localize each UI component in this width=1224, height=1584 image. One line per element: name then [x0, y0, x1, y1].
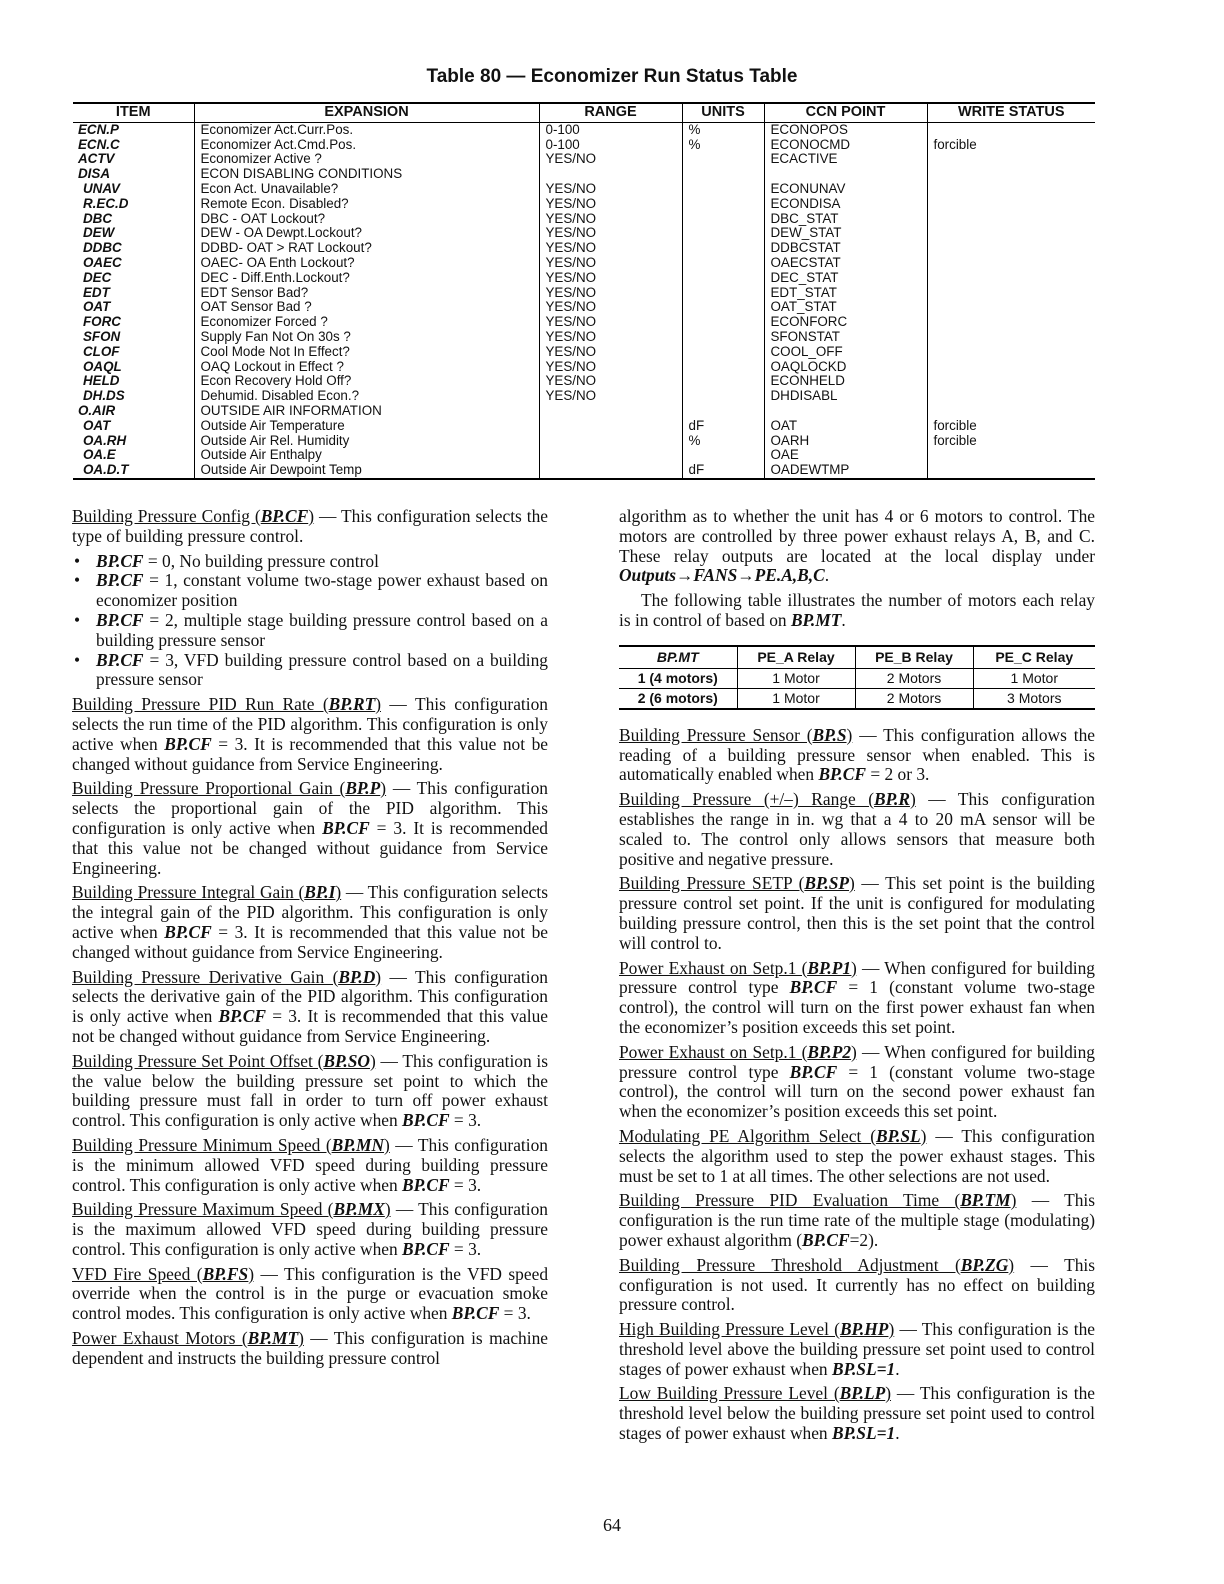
row-item: O.AIR	[78, 403, 116, 418]
para-bpso: Building Pressure Set Point Offset (BP.SO) — This configuration is the value below the building pressure set point to which the building pressure must fall in order to turn off power exhaust control. This configuration is only active when BP.CF = 3.	[72, 1050, 549, 1131]
row-units: dF	[682, 419, 764, 434]
row-expansion: Dehumid. Disabled Econ.?	[194, 389, 539, 404]
row-range	[539, 167, 682, 182]
row-range: YES/NO	[539, 345, 682, 360]
row-write-status	[927, 167, 1095, 182]
row-ccn-point: ECONUNAV	[764, 182, 927, 197]
para-bpmt-continued: algorithm as to whether the unit has 4 or 6 motors to control. The motors are controlled by three power exhaust relays A, B, and C. These relay outputs are located at the local display under Outputs→FANS→PE.A,B,C.	[619, 506, 1095, 586]
row-item: DISA	[78, 167, 110, 182]
row-range: YES/NO	[539, 152, 682, 167]
para-bphp: High Building Pressure Level (BP.HP) — This configuration is the threshold level above the building pressure set point used to control stages of power exhaust when BP.SL=1.	[619, 1319, 1095, 1379]
table-row	[73, 226, 1095, 241]
table-row	[73, 345, 1095, 360]
para-bpcf: Building Pressure Config (BP.CF) — This configuration selects the type of building pressure control.	[72, 506, 548, 546]
row-units	[682, 197, 764, 212]
row-ccn-point: OADEWTMP	[764, 463, 927, 479]
para-bpi: Building Pressure Integral Gain (BP.I) — This configuration selects the integral gain of the PID algorithm. This configuration is only active when BP.CF = 3. It is recommended that this value not be changed without guidance from Service Engineering.	[72, 882, 548, 962]
row-range: YES/NO	[539, 182, 682, 197]
row-expansion: Econ Recovery Hold Off?	[194, 374, 539, 389]
table-row	[73, 448, 1095, 463]
row-units	[682, 256, 764, 271]
table-row	[73, 419, 1095, 434]
row-ccn-point	[764, 404, 927, 419]
row-expansion: DEC - Diff.Enth.Lockout?	[194, 271, 539, 286]
row-expansion: Outside Air Temperature	[194, 419, 539, 434]
para-bpp2: Power Exhaust on Setp.1 (BP.P2) — When configured for building pressure control type BP.CF = 1 (constant volume two-stage control), the control will turn on the second power exhaust fan when the economizer’s position exceeds this set point.	[619, 1041, 1095, 1122]
para-bpd: Building Pressure Derivative Gain (BP.D) — This configuration selects the derivative gain of the PID algorithm. This configuration is only active when BP.CF = 3. It is recommended that this value not be changed without guidance from Service Engineering.	[72, 966, 548, 1046]
row-ccn-point: EDT_STAT	[764, 286, 927, 301]
row-expansion: Outside Air Dewpoint Temp	[194, 463, 539, 479]
row-range: YES/NO	[539, 330, 682, 345]
table-row	[73, 286, 1095, 301]
row-units	[682, 167, 764, 182]
table-row	[73, 330, 1095, 345]
table-row	[73, 300, 1095, 315]
para-bps: Building Pressure Sensor (BP.S) — This configuration allows the reading of a building pressure sensor when enabled. This is automatically enabled when BP.CF = 2 or 3.	[619, 724, 1095, 785]
row-expansion: OUTSIDE AIR INFORMATION	[194, 404, 539, 419]
row-range: YES/NO	[539, 360, 682, 375]
row-expansion: Cool Mode Not In Effect?	[194, 345, 539, 360]
row-write-status	[927, 212, 1095, 227]
para-bpfs: VFD Fire Speed (BP.FS) — This configuration is the VFD speed override when the control is in the purge or evacuation smoke control modes. This configuration is only active when BP.CF = 3.	[72, 1263, 549, 1324]
list-item: • BP.CF = 1, constant volume two-stage power exhaust based on economizer position	[72, 571, 548, 611]
right-column	[619, 507, 1095, 1449]
row-expansion: Supply Fan Not On 30s ?	[194, 330, 539, 345]
row-item: OAT	[83, 418, 111, 433]
table-row	[73, 389, 1095, 404]
row-write-status	[927, 345, 1095, 360]
row-write-status: forcible	[927, 419, 1095, 434]
row-units	[682, 389, 764, 404]
table-row	[73, 315, 1095, 330]
row-ccn-point: COOL_OFF	[764, 345, 927, 360]
row-item: OA.D.T	[73, 463, 194, 479]
row-range: YES/NO	[539, 389, 682, 404]
row-expansion: Outside Air Rel. Humidity	[194, 434, 539, 449]
relay-table-header	[619, 646, 1095, 669]
row-range	[539, 404, 682, 419]
row-item: ACTV	[78, 152, 115, 167]
row-item: SFON	[83, 329, 121, 344]
list-item: • BP.CF = 0, No building pressure control	[72, 552, 548, 572]
row-write-status	[927, 463, 1095, 479]
row-units	[682, 404, 764, 419]
row-write-status	[927, 271, 1095, 286]
row-units	[682, 345, 764, 360]
row-item: OAT	[83, 300, 111, 315]
table-title: Table 80 — Economizer Run Status Table	[426, 66, 798, 87]
para-relay-intro: The following table illustrates the number of motors each relay is in control of based on BP.MT.	[619, 590, 1095, 630]
row-ccn-point	[764, 167, 927, 182]
row-item: DEW	[83, 226, 115, 241]
row-ccn-point: ECONFORC	[764, 315, 927, 330]
relay-header-pe-c: PE_C Relay	[973, 646, 1095, 669]
row-ccn-point: DHDISABL	[764, 389, 927, 404]
row-expansion: ECON DISABLING CONDITIONS	[194, 167, 539, 182]
row-write-status	[927, 197, 1095, 212]
row-range: YES/NO	[539, 286, 682, 301]
row-units	[682, 241, 764, 256]
row-item: UNAV	[83, 181, 120, 196]
row-expansion: OAT Sensor Bad ?	[194, 300, 539, 315]
row-expansion: EDT Sensor Bad?	[194, 286, 539, 301]
row-write-status	[927, 122, 1095, 137]
row-range	[539, 448, 682, 463]
row-ccn-point: OAECSTAT	[764, 256, 927, 271]
row-item: OA.RH	[83, 433, 127, 448]
table-row	[73, 152, 1095, 167]
table-row	[73, 256, 1095, 271]
row-units	[682, 360, 764, 375]
row-write-status	[927, 360, 1095, 375]
row-item: OA.E	[83, 448, 116, 463]
row-write-status	[927, 315, 1095, 330]
row-expansion: Economizer Forced ?	[194, 315, 539, 330]
row-units: %	[682, 138, 764, 153]
row-ccn-point: OAT_STAT	[764, 300, 927, 315]
row-write-status	[927, 404, 1095, 419]
para-bplp: Low Building Pressure Level (BP.LP) — This configuration is the threshold level below the building pressure set point used to control stages of power exhaust when BP.SL=1.	[619, 1383, 1096, 1444]
row-expansion: OAEC- OA Enth Lockout?	[194, 256, 539, 271]
row-ccn-point: OAT	[764, 419, 927, 434]
row-ccn-point: OARH	[764, 434, 927, 449]
table-row	[73, 138, 1095, 153]
row-item: DDBC	[83, 241, 122, 256]
table-body	[73, 122, 1095, 479]
relay-header-pe-b: PE_B Relay	[855, 646, 973, 669]
row-range	[539, 419, 682, 434]
row-item: FORC	[83, 315, 121, 330]
page-number: 64	[603, 1515, 621, 1535]
para-bpp1: Power Exhaust on Setp.1 (BP.P1) — When configured for building pressure control type BP.CF = 1 (constant volume two-stage control), the control will turn on the first power exhaust fan when the economizer’s position exceeds this set point.	[619, 957, 1095, 1037]
row-range: YES/NO	[539, 271, 682, 286]
row-ccn-point: SFONSTAT	[764, 330, 927, 345]
row-write-status: forcible	[927, 138, 1095, 153]
header-item: ITEM	[73, 103, 194, 122]
row-ccn-point: ECACTIVE	[764, 152, 927, 167]
row-write-status	[927, 330, 1095, 345]
row-ccn-point: OAQLOCKD	[764, 360, 927, 375]
para-bpzg: Building Pressure Threshold Adjustment (BP.ZG) — This configuration is not used. It currently has no effect on building pressure control.	[619, 1254, 1095, 1315]
row-expansion: OAQ Lockout in Effect ?	[194, 360, 539, 375]
row-item: HELD	[83, 374, 120, 389]
row-item: ECN.P	[78, 122, 119, 137]
row-expansion: Remote Econ. Disabled?	[194, 197, 539, 212]
row-item: EDT	[83, 285, 110, 300]
list-item: • BP.CF = 2, multiple stage building pressure control based on a building pressure sensor	[72, 611, 548, 651]
row-write-status	[927, 389, 1095, 404]
row-units	[682, 226, 764, 241]
row-write-status	[927, 374, 1095, 389]
row-ccn-point: OAE	[764, 448, 927, 463]
table-row	[73, 463, 1095, 479]
table-row	[73, 374, 1095, 389]
row-write-status	[927, 241, 1095, 256]
para-bpmx: Building Pressure Maximum Speed (BP.MX) — This configuration is the maximum allowed VFD speed during building pressure control. This configuration is only active when BP.CF = 3.	[72, 1199, 548, 1259]
table-row	[73, 404, 1095, 419]
row-units: %	[682, 434, 764, 449]
para-bpsp: Building Pressure SETP (BP.SP) — This set point is the building pressure control set point. If the unit is configured for modulating building pressure control, then this is the set point that the control will control to.	[619, 873, 1096, 953]
header-expansion: EXPANSION	[194, 103, 539, 122]
para-bprt: Building Pressure PID Run Rate (BP.RT) — This configuration selects the run time of the PID algorithm. This configuration is only active when BP.CF = 3. It is recommended that this value not be changed without guidance from Service Engineering.	[72, 694, 548, 774]
row-units	[682, 182, 764, 197]
header-ccn-point: CCN POINT	[764, 103, 927, 122]
row-write-status	[927, 226, 1095, 241]
row-write-status	[927, 448, 1095, 463]
row-ccn-point: DEW_STAT	[764, 226, 927, 241]
table-row: 1 (4 motors) 1 Motor 2 Motors 1 Motor	[619, 668, 1095, 688]
header-range: RANGE	[539, 103, 682, 122]
row-range: 0-100	[539, 138, 682, 153]
relay-motor-table	[619, 645, 1095, 710]
row-units: dF	[682, 463, 764, 479]
row-units	[682, 300, 764, 315]
row-ccn-point: DDBCSTAT	[764, 241, 927, 256]
row-range: YES/NO	[539, 374, 682, 389]
para-bpr: Building Pressure (+/–) Range (BP.R) — This configuration establishes the range in in. wg that a 4 to 20 mA sensor will be scaled to. The control only allows sensors that measure both positive and negative pressure.	[619, 789, 1095, 869]
row-range: YES/NO	[539, 241, 682, 256]
row-item: DEC	[83, 270, 112, 285]
row-range: YES/NO	[539, 212, 682, 227]
table-header-row	[73, 103, 1095, 122]
header-units: UNITS	[682, 103, 764, 122]
row-expansion: Economizer Act.Cmd.Pos.	[194, 138, 539, 153]
row-write-status	[927, 286, 1095, 301]
row-ccn-point: ECONDISA	[764, 197, 927, 212]
para-bpmn: Building Pressure Minimum Speed (BP.MN) — This configuration is the minimum allowed VFD speed during building pressure control. This configuration is only active when BP.CF = 3.	[72, 1134, 548, 1195]
row-ccn-point: ECONHELD	[764, 374, 927, 389]
row-expansion: Outside Air Enthalpy	[194, 448, 539, 463]
para-bpmt: Power Exhaust Motors (BP.MT) — This configuration is machine dependent and instructs the building pressure control	[72, 1328, 548, 1368]
row-ccn-point: ECONOPOS	[764, 122, 927, 137]
row-expansion: DBC - OAT Lockout?	[194, 212, 539, 227]
row-item: OAEC	[83, 255, 122, 270]
table-row	[73, 212, 1095, 227]
row-range: YES/NO	[539, 300, 682, 315]
row-range: YES/NO	[539, 315, 682, 330]
left-column	[72, 507, 548, 1374]
row-range: YES/NO	[539, 197, 682, 212]
para-bpp: Building Pressure Proportional Gain (BP.P) — This configuration selects the proportional gain of the PID algorithm. This configuration is only active when BP.CF = 3. It is recommended that this value not be changed without guidance from Service Engineering.	[72, 778, 548, 878]
row-ccn-point: DEC_STAT	[764, 271, 927, 286]
table-row: 2 (6 motors) 1 Motor 2 Motors 3 Motors	[619, 688, 1095, 709]
row-units	[682, 315, 764, 330]
row-units: %	[682, 122, 764, 137]
row-expansion: Econ Act. Unavailable?	[194, 182, 539, 197]
row-range: YES/NO	[539, 226, 682, 241]
row-write-status	[927, 152, 1095, 167]
row-units	[682, 448, 764, 463]
bpcf-options-list	[72, 552, 548, 691]
row-write-status	[927, 300, 1095, 315]
table-row	[73, 241, 1095, 256]
row-item: CLOF	[83, 344, 120, 359]
row-range	[539, 463, 682, 479]
relay-header-pe-a: PE_A Relay	[737, 646, 855, 669]
list-item: • BP.CF = 3, VFD building pressure control based on a building pressure sensor	[72, 651, 548, 691]
row-ccn-point: DBC_STAT	[764, 212, 927, 227]
row-write-status: forcible	[927, 434, 1095, 449]
table-row	[73, 434, 1095, 449]
row-units	[682, 286, 764, 301]
row-units	[682, 271, 764, 286]
table-row	[73, 167, 1095, 182]
para-bptm: Building Pressure PID Evaluation Time (BP.TM) — This configuration is the run time rate of the multiple stage (modulating) power exhaust algorithm (BP.CF=2).	[619, 1190, 1095, 1250]
row-write-status	[927, 182, 1095, 197]
table-row	[73, 182, 1095, 197]
row-units	[682, 330, 764, 345]
para-bpsl: Modulating PE Algorithm Select (BP.SL) — This configuration selects the algorithm used to step the power exhaust stages. This must be set to 1 at all times. The other selections are not used.	[619, 1125, 1095, 1186]
header-write-status: WRITE STATUS	[927, 103, 1095, 122]
row-range: 0-100	[539, 122, 682, 137]
table-row	[73, 197, 1095, 212]
row-units	[682, 152, 764, 167]
row-write-status	[927, 256, 1095, 271]
table-row	[73, 360, 1095, 375]
row-ccn-point: ECONOCMD	[764, 138, 927, 153]
row-expansion: DDBD- OAT > RAT Lockout?	[194, 241, 539, 256]
row-item: DBC	[83, 211, 113, 226]
row-expansion: Economizer Active ?	[194, 152, 539, 167]
row-range: YES/NO	[539, 256, 682, 271]
row-item: OAQL	[83, 359, 122, 374]
row-item: R.EC.D	[83, 196, 129, 211]
row-range	[539, 434, 682, 449]
row-item: ECN.C	[78, 137, 120, 152]
table-row	[73, 271, 1095, 286]
row-item: DH.DS	[83, 389, 125, 404]
row-units	[682, 374, 764, 389]
row-units	[682, 212, 764, 227]
row-expansion: DEW - OA Dewpt.Lockout?	[194, 226, 539, 241]
economizer-run-status-table	[73, 102, 1095, 480]
table-row	[73, 122, 1095, 137]
row-expansion: Economizer Act.Curr.Pos.	[194, 122, 539, 137]
relay-header-bpmt: BP.MT	[619, 646, 737, 669]
